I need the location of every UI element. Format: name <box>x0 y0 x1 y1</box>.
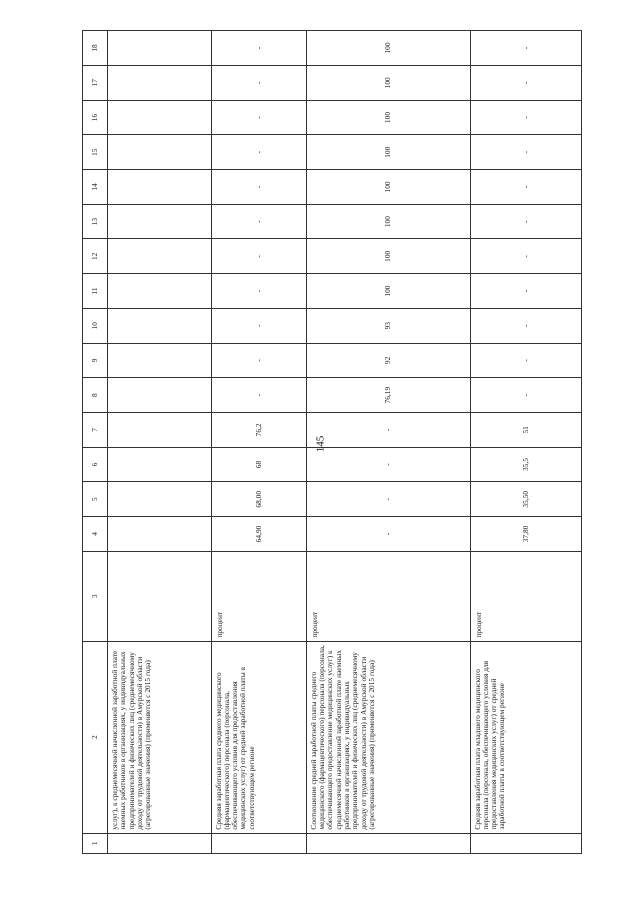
row-number-cell <box>108 833 211 853</box>
value-cell: 92 <box>306 343 470 378</box>
header-cell: 7 <box>83 412 108 447</box>
value-cell: 100 <box>306 274 470 309</box>
value-cell: - <box>306 482 470 517</box>
value-cell <box>108 517 211 552</box>
value-cell: - <box>306 447 470 482</box>
value-cell: 100 <box>306 135 470 170</box>
value-cell: - <box>211 204 306 239</box>
value-cell: - <box>306 412 470 447</box>
value-cell <box>108 170 211 205</box>
header-cell: 13 <box>83 204 108 239</box>
table-body <box>83 31 582 854</box>
indicators-table <box>82 30 582 854</box>
row-number-cell <box>211 833 306 853</box>
table-row <box>470 31 581 854</box>
header-cell: 16 <box>83 100 108 135</box>
value-cell <box>108 378 211 413</box>
unit-cell: процент <box>470 551 581 641</box>
header-cell: 4 <box>83 517 108 552</box>
value-cell: 100 <box>306 31 470 66</box>
value-cell: - <box>211 308 306 343</box>
header-cell: 17 <box>83 65 108 100</box>
table-row <box>108 31 211 854</box>
page-number: 145 <box>314 435 327 453</box>
indicator-name-cell: Средняя заработная плата младшего медицинского персонала (персонала, обеспечивающего условия для предоставления медицинских услуг) от средней заработной платы в соответствующем регионе <box>470 641 581 833</box>
value-cell: 100 <box>306 239 470 274</box>
value-cell <box>108 65 211 100</box>
value-cell: 93 <box>306 308 470 343</box>
value-cell: - <box>470 65 581 100</box>
value-cell: 35,50 <box>470 482 581 517</box>
value-cell: - <box>211 135 306 170</box>
value-cell: 68 <box>211 447 306 482</box>
header-cell: 9 <box>83 343 108 378</box>
header-row <box>83 31 108 854</box>
value-cell: - <box>211 378 306 413</box>
value-cell: - <box>211 31 306 66</box>
unit-cell <box>108 551 211 641</box>
value-cell <box>108 204 211 239</box>
unit-cell: процент <box>306 551 470 641</box>
value-cell: 37,80 <box>470 517 581 552</box>
value-cell <box>108 239 211 274</box>
value-cell <box>108 343 211 378</box>
value-cell: 51 <box>470 412 581 447</box>
value-cell: 100 <box>306 100 470 135</box>
value-cell <box>108 447 211 482</box>
value-cell <box>108 412 211 447</box>
value-cell: - <box>470 378 581 413</box>
value-cell: 100 <box>306 65 470 100</box>
header-cell: 3 <box>83 551 108 641</box>
value-cell <box>108 274 211 309</box>
header-cell: 12 <box>83 239 108 274</box>
value-cell: - <box>470 204 581 239</box>
value-cell: - <box>470 343 581 378</box>
row-number-cell <box>470 833 581 853</box>
value-cell: 68,00 <box>211 482 306 517</box>
value-cell: - <box>306 517 470 552</box>
value-cell: - <box>470 239 581 274</box>
value-cell: - <box>470 135 581 170</box>
value-cell: 35,5 <box>470 447 581 482</box>
value-cell: - <box>470 100 581 135</box>
value-cell: - <box>470 308 581 343</box>
row-number-cell <box>306 833 470 853</box>
unit-cell: процент <box>211 551 306 641</box>
value-cell: - <box>211 100 306 135</box>
value-cell: 100 <box>306 204 470 239</box>
rotated-table-container <box>82 30 582 854</box>
value-cell <box>108 100 211 135</box>
value-cell: - <box>211 170 306 205</box>
value-cell: 76,2 <box>211 412 306 447</box>
header-cell: 15 <box>83 135 108 170</box>
header-cell: 14 <box>83 170 108 205</box>
header-cell: 2 <box>83 641 108 833</box>
value-cell: - <box>211 274 306 309</box>
header-cell: 5 <box>83 482 108 517</box>
value-cell <box>108 31 211 66</box>
indicator-name-cell: Соотношение средней заработной платы среднего медицинского (фармацевтического) персонала (персонала, обеспечивающего предоставление медицинских услуг) к среднемесячной начисленной заработной плате наемных работников в организациях, у индивидуальных предпринимателей и физических лиц (среднемесячному доходу от трудовой деятельности) в Амурской области (агрегированные значения) (применяется с 2015 года) <box>306 641 470 833</box>
value-cell: - <box>211 65 306 100</box>
value-cell: 64,90 <box>211 517 306 552</box>
value-cell: - <box>470 274 581 309</box>
value-cell <box>108 482 211 517</box>
header-cell: 10 <box>83 308 108 343</box>
header-cell: 8 <box>83 378 108 413</box>
table-row <box>306 31 470 854</box>
indicator-name-cell: Средняя заработная плата среднего медицинского (фармацевтического) персонала (персонала, обеспечивающего условия для предоставления медицинских услуг) от средней заработной платы в соответствующем регионе <box>211 641 306 833</box>
value-cell <box>108 308 211 343</box>
value-cell: - <box>470 31 581 66</box>
value-cell: - <box>211 239 306 274</box>
value-cell: 76,19 <box>306 378 470 413</box>
header-cell: 11 <box>83 274 108 309</box>
value-cell: 100 <box>306 170 470 205</box>
header-cell: 6 <box>83 447 108 482</box>
indicator-name-cell: услуг), к среднемесячной начисленной заработной плате наемных работников в организациях, у индивидуальных предпринимателей и физических лиц (среднемесячному доходу от трудовой деятельности) в Амурской области (агрегированные значения) (применяется с 2015 года) <box>108 641 211 833</box>
header-cell: 1 <box>83 833 108 853</box>
value-cell: - <box>211 343 306 378</box>
header-cell: 18 <box>83 31 108 66</box>
table-row <box>211 31 306 854</box>
value-cell <box>108 135 211 170</box>
value-cell: - <box>470 170 581 205</box>
